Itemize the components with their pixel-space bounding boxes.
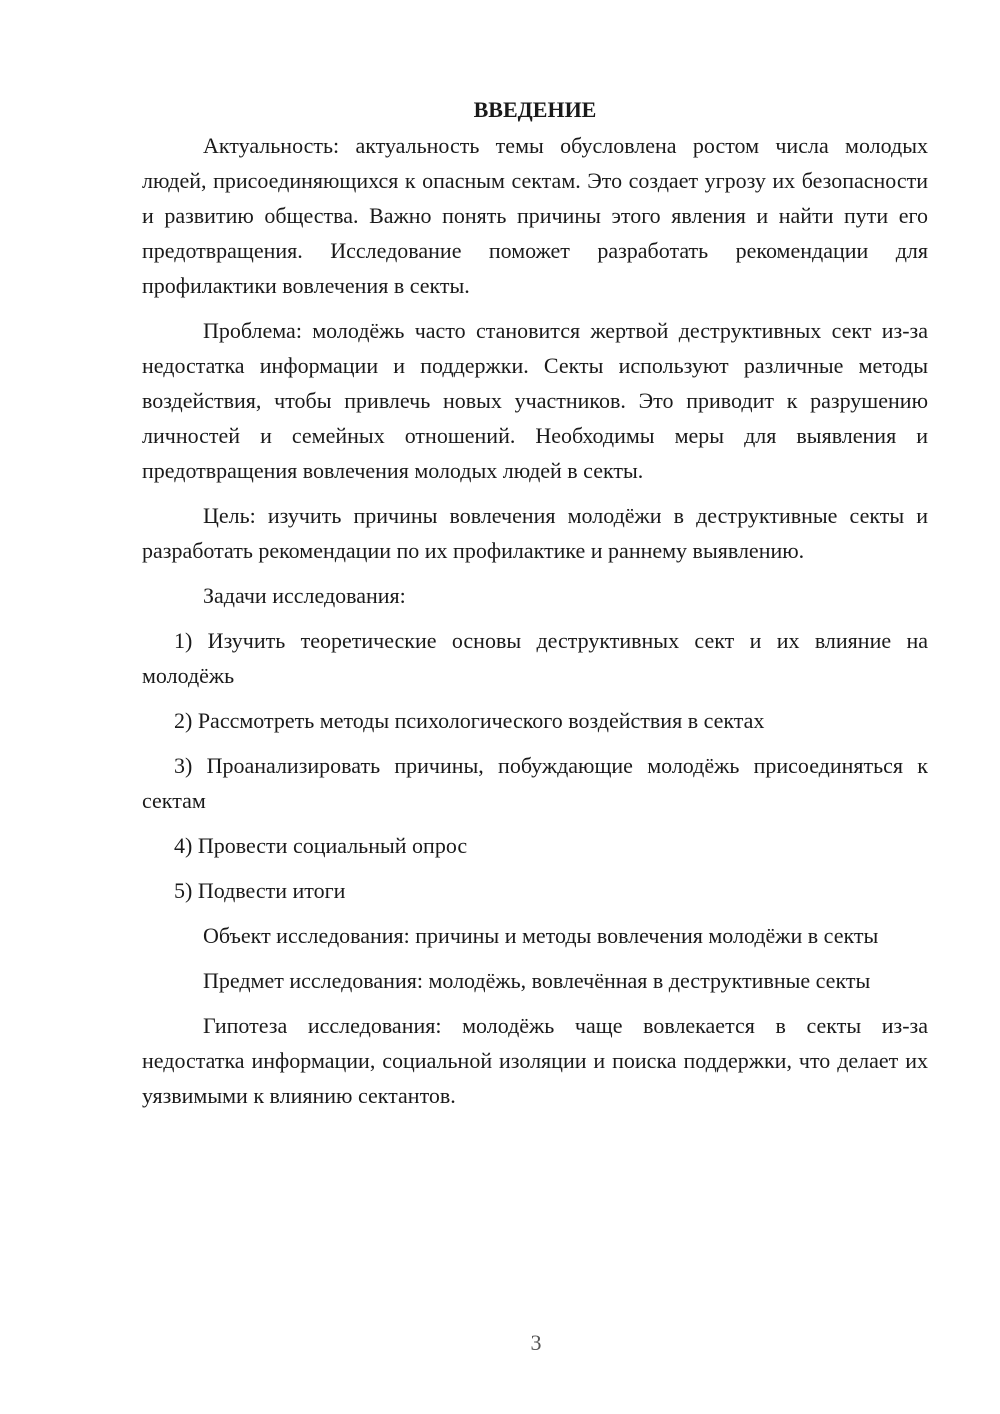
subject-paragraph: Предмет исследования: молодёжь, вовлечённая в деструктивные секты	[203, 968, 871, 993]
goal-paragraph: Цель: изучить причины вовлечения молодёжи в деструктивные секты и разработать рекомендации по их профилактике и раннему выявлению.	[142, 503, 928, 563]
document-title: ВВЕДЕНИЕ	[473, 97, 597, 122]
page-number: 3	[530, 1330, 542, 1355]
task-item: 1) Изучить теоретические основы деструктивных сект и их влияние на молодёжь	[142, 628, 928, 688]
task-item: 4) Провести социальный опрос	[174, 833, 468, 858]
task-item: 2) Рассмотреть методы психологического воздействия в сектах	[174, 708, 765, 733]
hypothesis-paragraph: Гипотеза исследования: молодёжь чаще вовлекается в секты из-за недостатка информации, социальной изоляции и поиска поддержки, что делает их уязвимыми к влиянию сектантов.	[142, 1013, 928, 1108]
problem-paragraph: Проблема: молодёжь часто становится жертвой деструктивных сект из-за недостатка информации и поддержки. Секты используют различные методы воздействия, чтобы привлечь новых участников. Это приводит к разрушению личностей и семейных отношений. Необходимы меры для выявления и предотвращения вовлечения молодых людей в секты.	[142, 318, 928, 483]
object-paragraph: Объект исследования: причины и методы вовлечения молодёжи в секты	[203, 923, 879, 948]
document-page	[142, 92, 928, 1113]
tasks-heading: Задачи исследования:	[203, 583, 406, 608]
task-item: 5) Подвести итоги	[174, 878, 346, 903]
task-item: 3) Проанализировать причины, побуждающие молодёжь присоединяться к сектам	[142, 753, 928, 813]
relevance-paragraph: Актуальность: актуальность темы обусловлена ростом числа молодых людей, присоединяющихся к опасным сектам. Это создает угрозу их безопасности и развитию общества. Важно понять причины этого явления и найти пути его предотвращения. Исследование поможет разработать рекомендации для профилактики вовлечения в секты.	[142, 133, 928, 298]
